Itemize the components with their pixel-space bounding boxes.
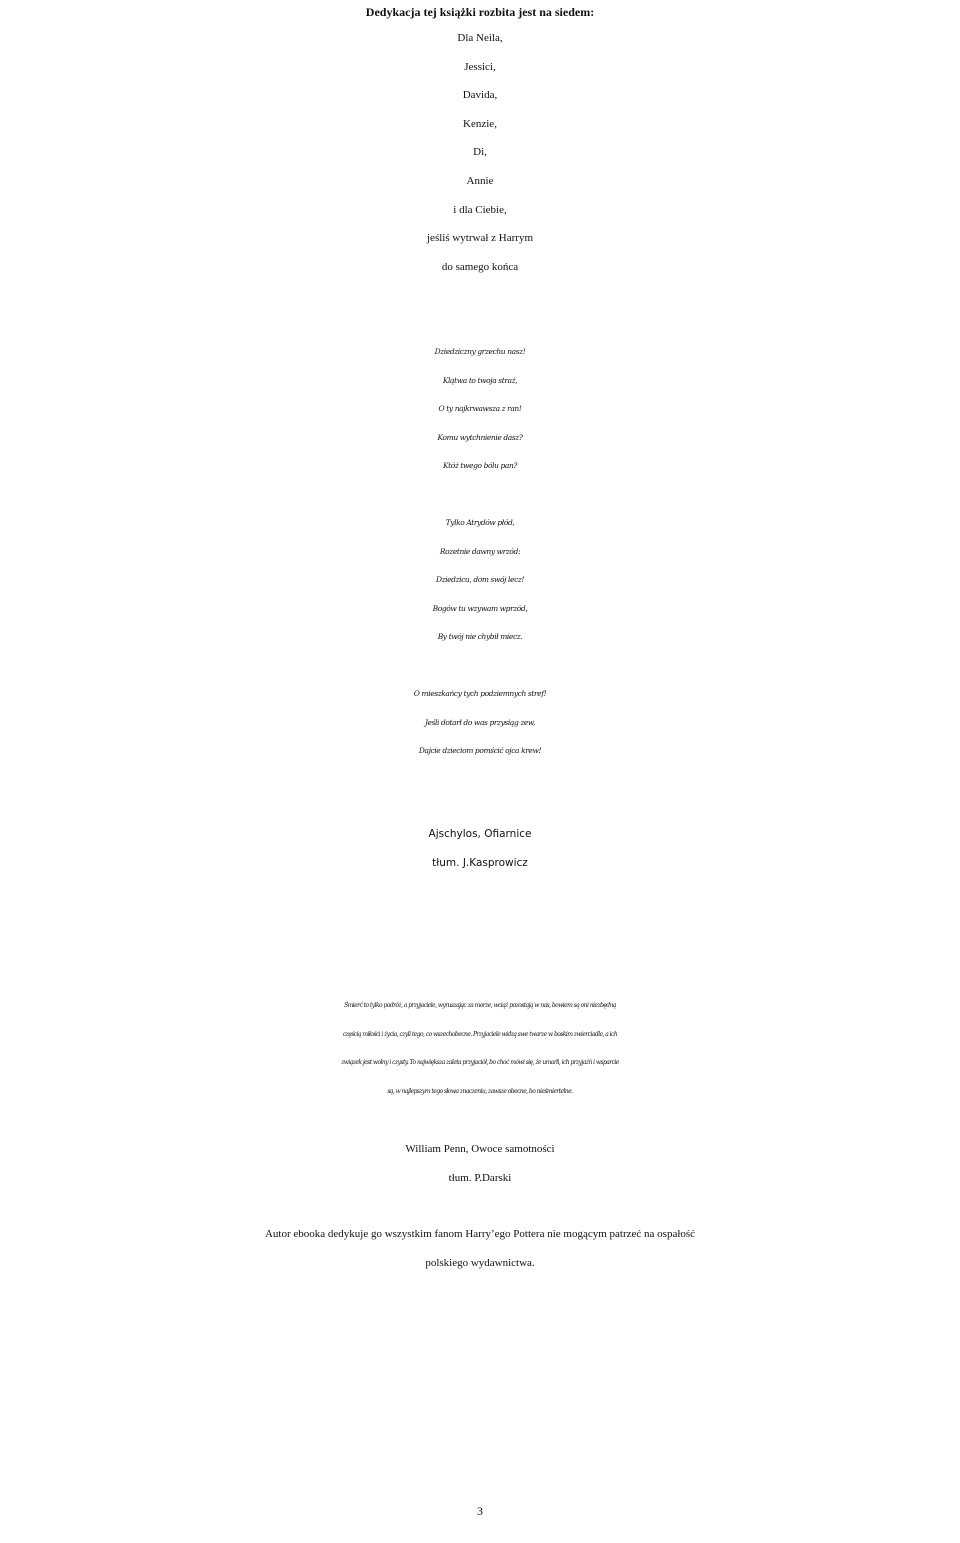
poem-line: Komu wytchnienie dasz? — [437, 432, 523, 442]
poem-stanza-3 — [0, 680, 960, 766]
poem-line: Dajcie dzieciom pomścić ojca krew! — [418, 746, 542, 756]
attribution-aeschylus — [0, 820, 960, 877]
poem-stanza-2 — [0, 509, 960, 652]
dedication-line: i dla Ciebie, — [453, 203, 507, 216]
attribution-translator: tłum. P.Darski — [448, 1171, 512, 1184]
dedication-title: Dedykacja tej książki rozbita jest na siedem: — [365, 5, 595, 19]
attribution-source: William Penn, Owoce samotności — [405, 1143, 555, 1155]
quote-line: związek jest wolny i czysty. To największa zaleta przyjaciół, bo choć mówi się, że umarli, ich przyjaźń i wsparcie — [341, 1059, 619, 1067]
poem-line: Rozetnie dawny wrzód: — [439, 546, 521, 556]
poem-line: Klątwa to twoja straż, — [442, 375, 518, 385]
page-number-value: 3 — [477, 1504, 483, 1518]
poem-line: Któż twego bólu pan? — [442, 461, 518, 471]
dedication-line: do samego końca — [441, 260, 519, 273]
poem-line: Dziedziczny grzechu nasz! — [434, 347, 526, 356]
page-number — [0, 1497, 960, 1525]
dedication-section — [0, 0, 960, 26]
poem-line: O ty najkrwawsza z ran! — [438, 404, 522, 414]
quote-line: Śmierć to tylko podróż, a przyjaciele, wyruszając za morze, wciąż pozostają w nas, bowiem są oni niezbędną — [344, 1002, 616, 1009]
author-note-line: Autor ebooka dedykuje go wszystkim fanom Harry’ego Pottera nie mogącym patrzeć na ospałość — [264, 1228, 696, 1240]
dedication-list — [0, 24, 960, 281]
poem-line: Tylko Atrydów płód, — [445, 518, 515, 527]
penn-quote — [0, 992, 960, 1106]
quote-line: częścią miłości i życia, czyli tego, co wszechobecne. Przyjaciele widzą swe twarze w boskim zwierciadle, a ich — [342, 1030, 618, 1038]
poem-line: Jeśli dotarł do was przysiąg zew, — [424, 717, 536, 727]
dedication-line: jeśliś wytrwał z Harrym — [427, 232, 533, 245]
dedication-line: Annie — [466, 174, 494, 187]
poem-line: Dziedzicu, dom swój lecz! — [435, 575, 525, 585]
attribution-penn — [0, 1135, 960, 1192]
poem-line: O mieszkańcy tych podziemnych stref! — [413, 689, 547, 698]
poem-line: Bogów tu wzywam wprzód, — [432, 603, 528, 613]
quote-line: są, w najlepszym tego słowa znaczeniu, zawsze obecne, bo nieśmiertelne. — [387, 1087, 573, 1095]
dedication-line: Dla Neila, — [457, 32, 503, 44]
dedication-line: Davida, — [462, 89, 498, 102]
author-note — [0, 1220, 960, 1277]
attribution-translator: tłum. J.Kasprowicz — [432, 856, 528, 869]
dedication-line: Di, — [473, 146, 487, 159]
poem-line: By twój nie chybił miecz. — [437, 632, 523, 642]
author-note-line: polskiego wydawnictwa. — [425, 1256, 535, 1269]
poem-stanza-1 — [0, 338, 960, 481]
attribution-source: Ajschylos, Ofiarnice — [428, 828, 532, 840]
dedication-line: Jessici, — [464, 60, 496, 73]
dedication-line: Kenzie, — [463, 117, 497, 130]
